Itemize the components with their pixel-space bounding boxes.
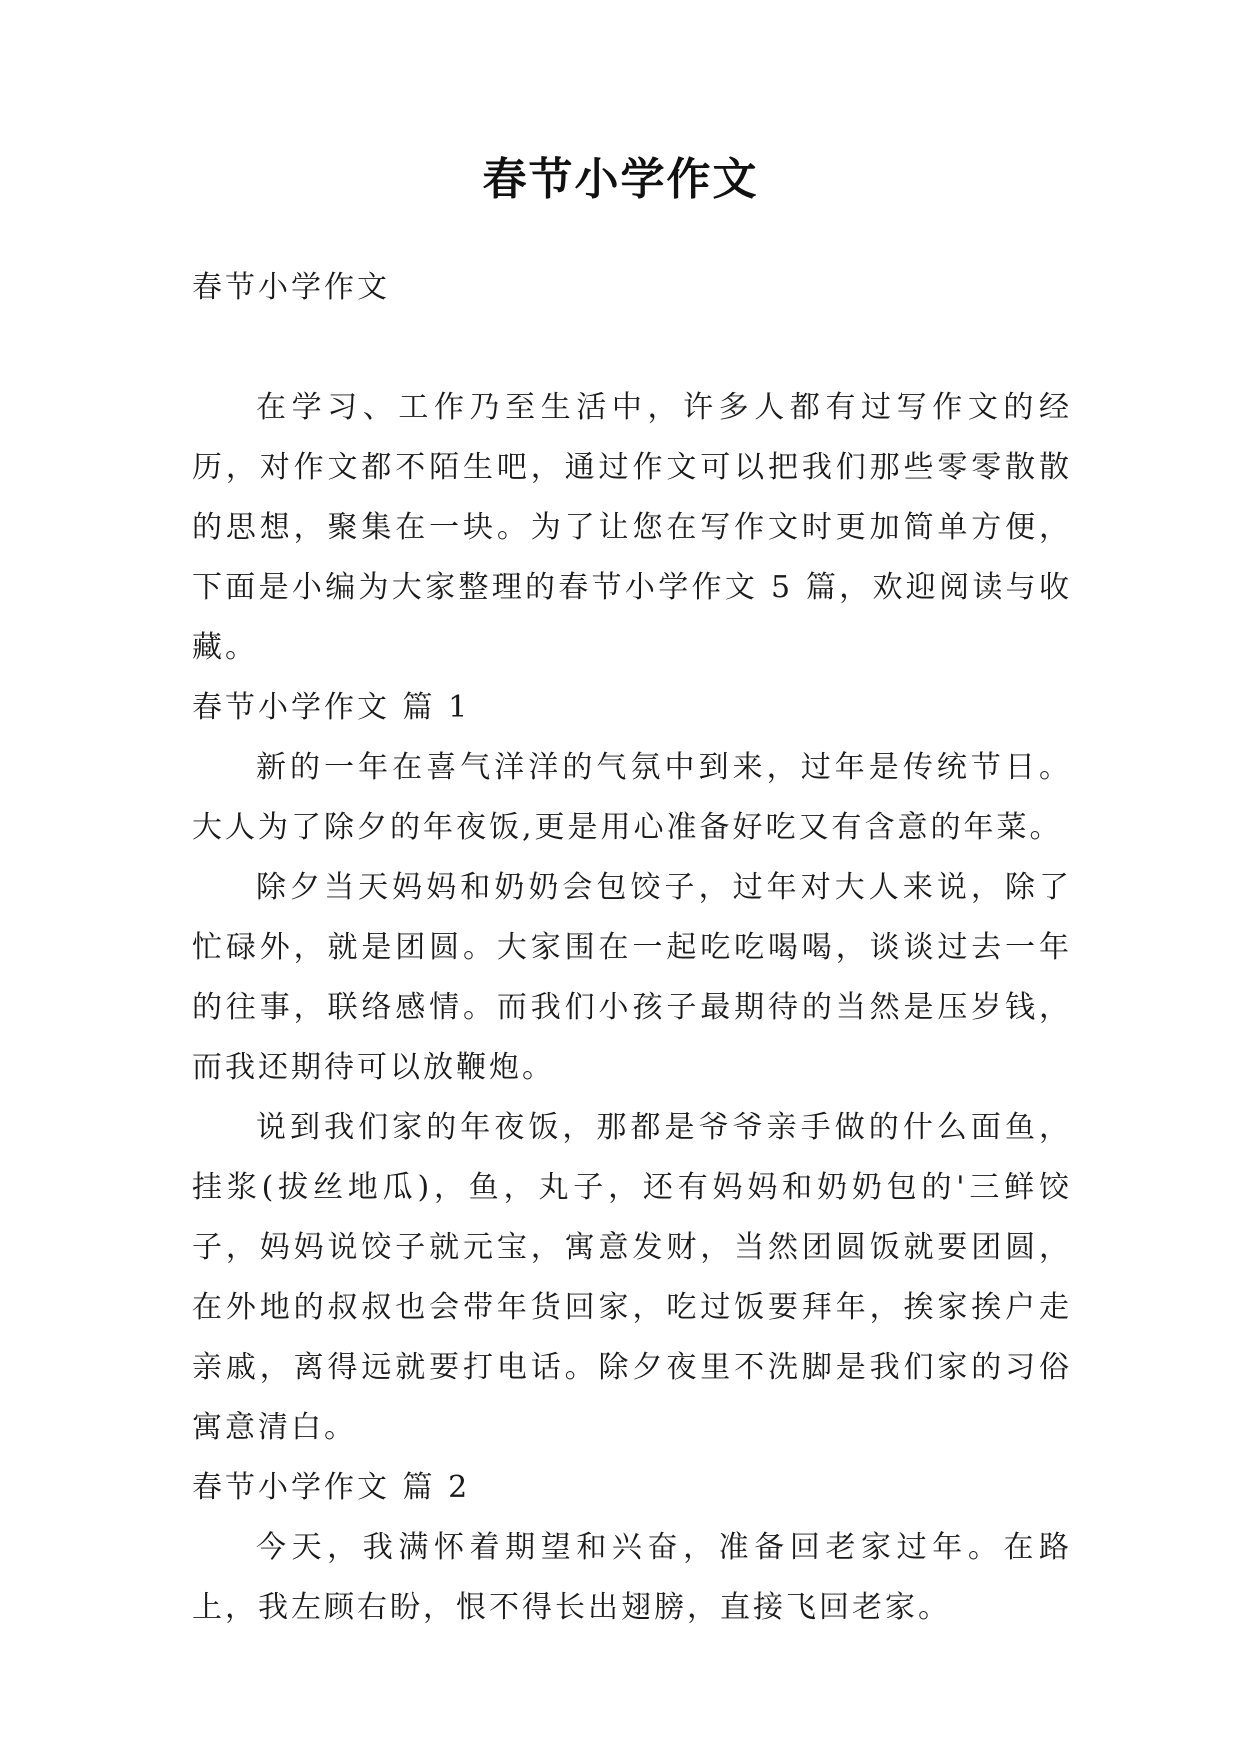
paragraph: 新的一年在喜气洋洋的气氛中到来，过年是传统节日。大人为了除夕的年夜饭,更是用心准备好吃又有含意的年菜。	[192, 750, 1072, 845]
document-subtitle: 春节小学作文	[192, 270, 390, 305]
document-title: 春节小学作文	[482, 154, 759, 205]
paragraph: 今天，我满怀着期望和兴奋，准备回老家过年。在路上，我左顾右盼，恨不得长出翅膀，直接飞回老家。	[192, 1530, 1072, 1625]
section-heading: 春节小学作文 篇 2	[192, 1470, 471, 1505]
spacer	[192, 318, 1072, 378]
paragraph: 除夕当天妈妈和奶奶会包饺子，过年对大人来说，除了忙碌外，就是团圆。大家围在一起吃吃喝喝，谈谈过去一年的往事，联络感情。而我们小孩子最期待的当然是压岁钱，而我还期待可以放鞭炮。	[192, 870, 1072, 1085]
paragraph: 说到我们家的年夜饭，那都是爷爷亲手做的什么面鱼，挂浆(拔丝地瓜)，鱼，丸子，还有妈妈和奶奶包的'三鲜饺子，妈妈说饺子就元宝，寓意发财，当然团圆饭就要团圆，在外地的叔叔也会带年货回家，吃过饭要拜年，挨家挨户走亲戚，离得远就要打电话。除夕夜里不洗脚是我们家的习俗寓意清白。	[192, 1110, 1072, 1445]
section-heading: 春节小学作文 篇 1	[192, 690, 471, 725]
intro-paragraph: 在学习、工作乃至生活中，许多人都有过写作文的经历，对作文都不陌生吧，通过作文可以把我们那些零零散散的思想，聚集在一块。为了让您在写作文时更加简单方便，下面是小编为大家整理的春节小学作文 5 篇，欢迎阅读与收藏。	[192, 390, 1072, 665]
document-body	[192, 258, 1072, 1638]
